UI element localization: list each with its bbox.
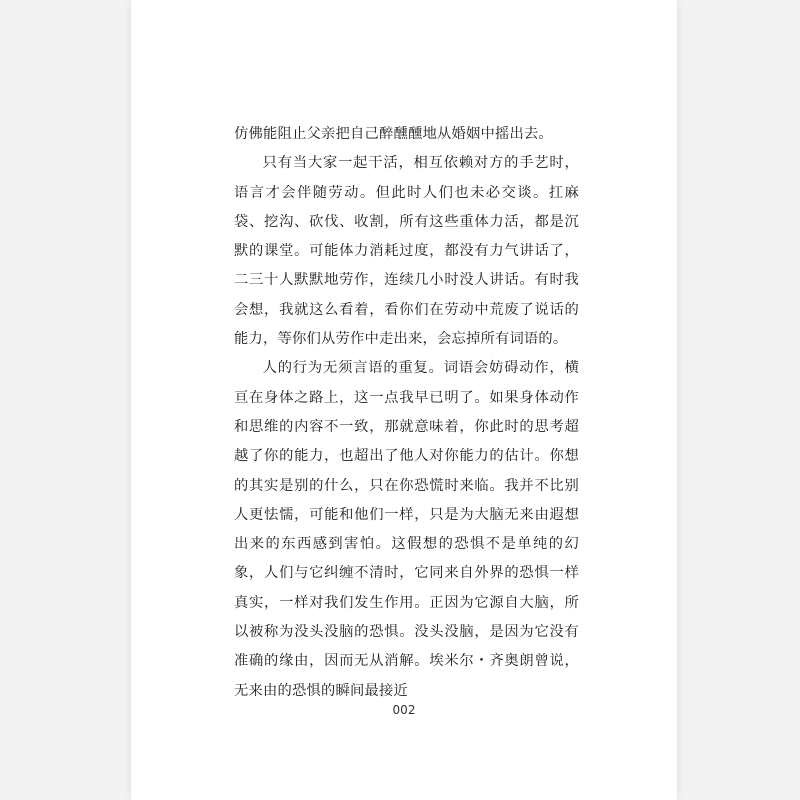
- paragraph-1: 仿佛能阻止父亲把自己醉醺醺地从婚姻中摇出去。: [234, 126, 553, 142]
- page-number: 002: [392, 703, 416, 717]
- body-text: [234, 120, 579, 706]
- book-page: [131, 0, 677, 800]
- paragraph-3: 人的行为无须言语的重复。词语会妨碍动作，横亘在身体之路上，这一点我早已明了。如果身体动作和思维的内容不一致，那就意味着，你此时的思考超越了你的能力，也超出了他人对你能力的估计。你想的其实是别的什么，只在你恐慌时来临。我并不比别人更怯懦，可能和他们一样，只是为大脑无来由遐想出来的东西感到害怕。这假想的恐惧不是单纯的幻象，人们与它纠缠不清时，它同来自外界的恐惧一样真实，一样对我们发生作用。正因为它源自大脑，所以被称为没头没脑的恐惧。没头没脑，是因为它没有准确的缘由，因而无从消解。埃米尔・齐奥朗曾说，无来由的恐惧的瞬间最接近: [234, 360, 579, 699]
- paragraph-2: 只有当大家一起干活，相互依赖对方的手艺时，语言才会伴随劳动。但此时人们也未必交谈。扛麻袋、挖沟、砍伐、收割，所有这些重体力活，都是沉默的课堂。可能体力消耗过度，都没有力气讲话了，二三十人默默地劳作，连续几小时没人讲话。有时我会想，我就这么看着，看你们在劳动中荒废了说话的能力，等你们从劳作中走出来，会忘掉所有词语的。: [234, 155, 579, 348]
